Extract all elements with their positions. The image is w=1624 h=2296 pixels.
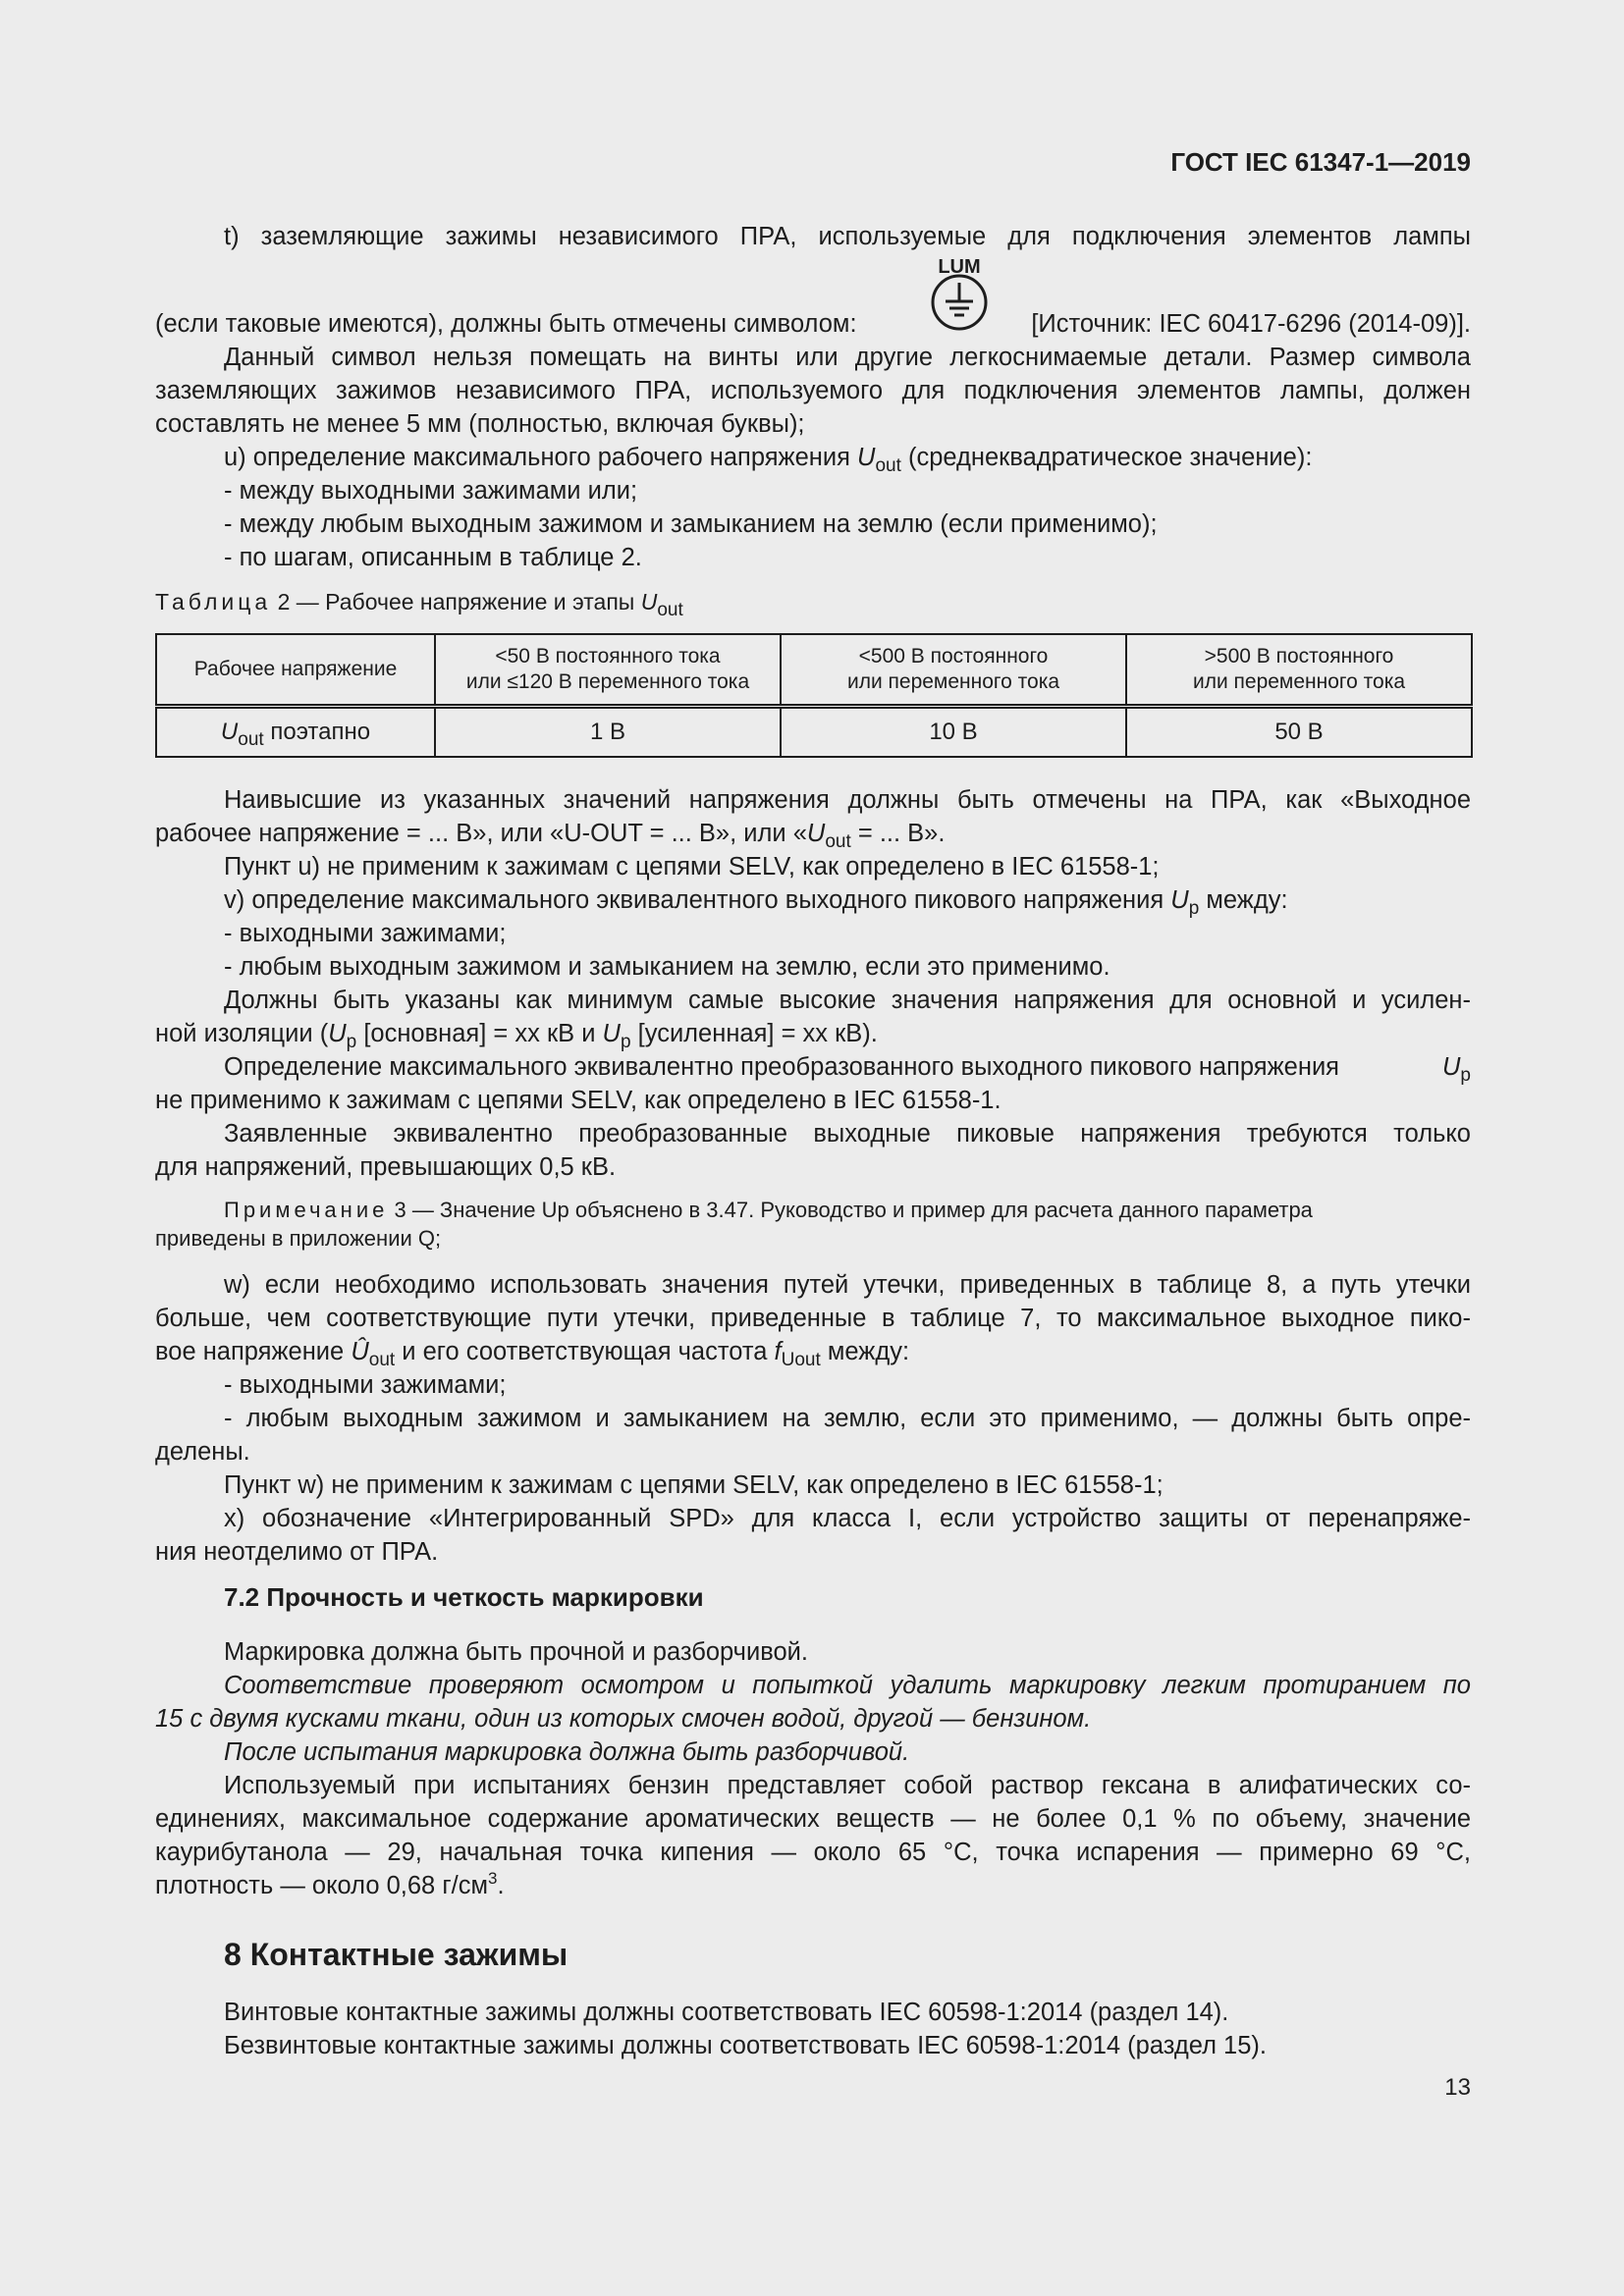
text-line: единениях, максимальное содержание ароматических веществ — не более 0,1 % по объему, значение <box>155 1805 1471 1833</box>
text-line: вое напряжение $Û_{out}$ и его соответствующая частота $f_{Uout}$ между: <box>155 1338 910 1370</box>
table-cell: 1 В <box>435 707 781 758</box>
text-line: ной изоляции ($U_p$ [основная] = хх кВ и $U_p$ [усиленная] = хх кВ). <box>155 1020 878 1052</box>
table-row <box>156 707 1472 758</box>
text-line: Данный символ нельзя помещать на винты или другие легкоснимаемые детали. Размер символа <box>224 344 1471 371</box>
text-line: (если таковые имеются), должны быть отмечены символом: <box>155 310 857 338</box>
text-line: 15 с двумя кусками ткани, один из которых смочен водой, другой — бензином. <box>155 1705 1092 1733</box>
document-header: ГОСТ IEC 61347-1—2019 <box>1170 147 1471 177</box>
table-header-cell: <500 В постоянного или переменного тока <box>781 634 1126 707</box>
table-header-cell: Рабочее напряжение <box>156 634 435 707</box>
text-line: - выходными зажимами; <box>224 920 507 947</box>
table-header-cell: >500 В постоянного или переменного тока <box>1126 634 1472 707</box>
table-cell: $U_{out}$ поэтапно <box>156 707 435 758</box>
table-header-row <box>156 634 1472 707</box>
text-line: не применимо к зажимам с цепями SELV, как определено в IEC 61558-1. <box>155 1087 1001 1114</box>
text-line: составлять не менее 5 мм (полностью, включая буквы); <box>155 410 805 438</box>
text-line: Соответствие проверяют осмотром и попыткой удалить маркировку легким протиранием по <box>224 1672 1471 1699</box>
section-heading-8: 8 Контактные зажимы <box>224 1937 568 1972</box>
text-line: Определение максимального эквивалентно преобразованного выходного пикового напряжения $U_p$ <box>224 1053 1471 1086</box>
voltage-table <box>155 633 1473 758</box>
text-line: больше, чем соответствующие пути утечки, приведенные в таблице 7, то максимальное выходное пико- <box>155 1305 1471 1332</box>
text-line: плотность — около 0,68 $г/см^3$. <box>155 1869 505 1899</box>
text-line: [Источник: IEC 60417-6296 (2014-09)]. <box>1031 310 1471 338</box>
text-line: - любым выходным зажимом и замыканием на землю, если это применимо. <box>224 953 1110 981</box>
table-caption: Таблица 2 — Рабочее напряжение и этапы $U_{out}$ <box>155 589 683 620</box>
table-header-cell: <50 В постоянного тока или ≤120 В переменного тока <box>435 634 781 707</box>
text-line: v) определение максимального эквивалентного выходного пикового напряжения $U_p$ между: <box>224 886 1288 919</box>
text-line: Пункт u) не применим к зажимам с цепями SELV, как определено в IEC 61558-1; <box>224 853 1160 881</box>
text-line: - выходными зажимами; <box>224 1371 507 1399</box>
text-line: Маркировка должна быть прочной и разборчивой. <box>224 1638 808 1666</box>
text-line: - между выходными зажимами или; <box>224 477 638 505</box>
text-line: Наивысшие из указанных значений напряжения должны быть отмечены на ПРА, как «Выходное <box>224 786 1471 814</box>
text-line: w) если необходимо использовать значения путей утечки, приведенных в таблице 8, а путь утечки <box>224 1271 1471 1299</box>
document-page <box>155 0 1471 2296</box>
text-line: каурибутанола — 29, начальная точка кипения — около 65 °C, точка испарения — примерно 69 °C, <box>155 1839 1471 1866</box>
text-line: Заявленные эквивалентно преобразованные выходные пиковые напряжения требуются только <box>224 1120 1471 1148</box>
text-line: u) определение максимального рабочего напряжения $U_{out}$ (среднеквадратическое значение): <box>224 444 1313 476</box>
text-line: ния неотделимо от ПРА. <box>155 1538 439 1566</box>
text-line: t) заземляющие зажимы независимого ПРА, используемые для подключения элементов лампы <box>224 223 1471 250</box>
text-line: Винтовые контактные зажимы должны соответствовать IEC 60598-1:2014 (раздел 14). <box>224 1999 1229 2026</box>
text-line: рабочее напряжение = ... В», или «U-OUT = ... В», или «$U_{out}$ = ... В». <box>155 820 946 852</box>
text-line: x) обозначение «Интегрированный SPD» для класса I, если устройство защиты от перенапряже- <box>224 1505 1471 1532</box>
note-line: приведены в приложении Q; <box>155 1226 442 1251</box>
note-line: Примечание 3 — Значение Up объяснено в 3.47. Руководство и пример для расчета данного параметра <box>224 1198 1313 1222</box>
text-line: заземляющих зажимов независимого ПРА, используемого для подключения элементов лампы, должен <box>155 377 1471 404</box>
text-line: для напряжений, превышающих 0,5 кВ. <box>155 1153 617 1181</box>
text-line: Должны быть указаны как минимум самые высокие значения напряжения для основной и усилен- <box>224 987 1471 1014</box>
text-line: - по шагам, описанным в таблице 2. <box>224 544 642 571</box>
table-cell: 10 В <box>781 707 1126 758</box>
text-line: - между любым выходным зажимом и замыканием на землю (если применимо); <box>224 510 1158 538</box>
text-line: После испытания маркировка должна быть разборчивой. <box>224 1738 910 1766</box>
text-line: делены. <box>155 1438 250 1466</box>
text-line: Пункт w) не применим к зажимам с цепями SELV, как определено в IEC 61558-1; <box>224 1471 1164 1499</box>
svg-text:LUM: LUM <box>938 256 981 278</box>
text-line: - любым выходным зажимом и замыканием на землю, если это применимо, — должны быть опре- <box>224 1405 1471 1432</box>
page-number: 13 <box>1444 2074 1471 2101</box>
table-cell: 50 В <box>1126 707 1472 758</box>
text-line: Используемый при испытаниях бензин представляет собой раствор гексана в алифатических со- <box>224 1772 1471 1799</box>
section-heading-7-2: 7.2 Прочность и четкость маркировки <box>224 1582 704 1612</box>
text-line: Безвинтовые контактные зажимы должны соответствовать IEC 60598-1:2014 (раздел 15). <box>224 2032 1267 2059</box>
